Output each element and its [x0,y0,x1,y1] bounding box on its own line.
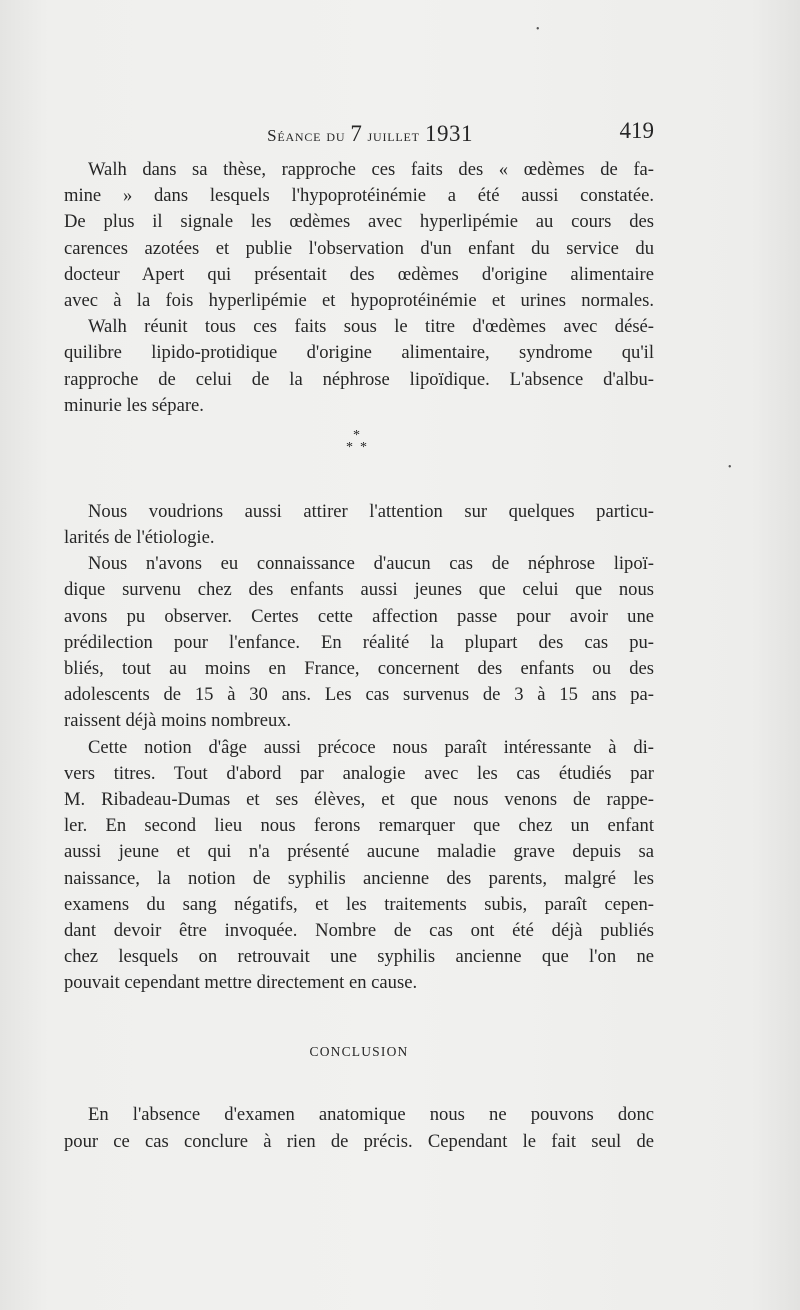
page-header [86,118,654,148]
paragraph-5 [64,735,654,997]
text-line: avec à la fois hyperlipémie et hypoprotéinémie et urines normales. [64,289,654,311]
text-line: M. Ribadeau-Dumas et ses élèves, et que nous venons de rappe- [64,788,654,810]
body-text [64,157,654,1155]
paragraph-4 [64,551,654,734]
text-line: De plus il signale les œdèmes avec hyperlipémie au cours des [64,211,654,233]
text-line: chez lesquels on retrouvait une syphilis ancienne que l'on ne [64,946,654,968]
asterisk-mark: * [353,427,360,443]
text-line: rapproche de celui de la néphrose lipoïdique. L'absence d'albu- [64,368,654,390]
asterism-separator [64,425,654,465]
text-line: examens du sang négatifs, et les traitements subis, paraît cepen- [64,893,654,915]
text-line: Walh réunit tous ces faits sous le titre d'œdèmes avec désé- [88,316,654,338]
running-title-day: 7 [350,121,363,146]
text-line: dant devoir être invoquée. Nombre de cas ont été déjà publiés [64,919,654,941]
text-line: vers titres. Tout d'abord par analogie avec les cas étudiés par [64,762,654,784]
asterisk-mark: * [346,439,353,455]
text-line: larités de l'étiologie. [64,527,215,549]
running-title-prefix: Séance du [267,126,346,145]
text-line: aussi jeune et qui n'a présenté aucune maladie grave depuis sa [64,841,654,863]
text-line: ler. En second lieu nous ferons remarquer que chez un enfant [64,815,654,837]
paragraph-2 [64,314,654,419]
scan-speck: • [728,462,732,473]
text-line: naissance, la notion de syphilis ancienne des parents, malgré les [64,867,654,889]
text-line: raissent déjà moins nombreux. [64,710,292,732]
running-title-year: 1931 [424,121,473,146]
text-line: bliés, tout au moins en France, concernent des enfants ou des [64,658,654,679]
paragraph-6 [64,1102,654,1154]
section-heading: CONCLUSION [309,1044,409,1060]
text-line: Nous voudrions aussi attirer l'attention sur quelques particu- [88,500,654,522]
text-line: adolescents de 15 à 30 ans. Les cas survenus de 3 à 15 ans pa- [64,684,654,706]
asterisk-mark: * [360,439,367,455]
page-number: 419 [619,118,654,143]
text-line: pouvait cependant mettre directement en cause. [64,972,418,994]
text-line: prédilection pour l'enfance. En réalité la plupart des cas pu- [64,631,654,653]
text-line: avons pu observer. Certes cette affection passe pour avoir une [64,605,654,627]
text-line: minurie les sépare. [64,394,204,416]
text-line: Cette notion d'âge aussi précoce nous paraît intéressante à di- [88,736,654,758]
text-line: mine » dans lesquels l'hypoprotéinémie a été aussi constatée. [64,185,654,207]
text-line: Walh dans sa thèse, rapproche ces faits des « œdèmes de fa- [88,159,654,180]
paragraph-1 [64,157,654,314]
scan-speck: • [536,24,540,35]
running-title-month: juillet [367,126,420,145]
text-line: dique survenu chez des enfants aussi jeunes que celui que nous [64,579,654,601]
text-line: Nous n'avons eu connaissance d'aucun cas de néphrose lipoï- [88,553,654,575]
text-line: docteur Apert qui présentait des œdèmes d'origine alimentaire [64,263,654,285]
text-line: carences azotées et publie l'observation d'un enfant du service du [64,237,654,259]
text-line: quilibre lipido-protidique d'origine alimentaire, syndrome qu'il [64,342,654,364]
running-title [86,121,654,147]
paragraph-3 [64,499,654,551]
text-line: pour ce cas conclure à rien de précis. Cependant le fait seul de [64,1130,654,1152]
text-line: En l'absence d'examen anatomique nous ne pouvons donc [88,1104,654,1126]
